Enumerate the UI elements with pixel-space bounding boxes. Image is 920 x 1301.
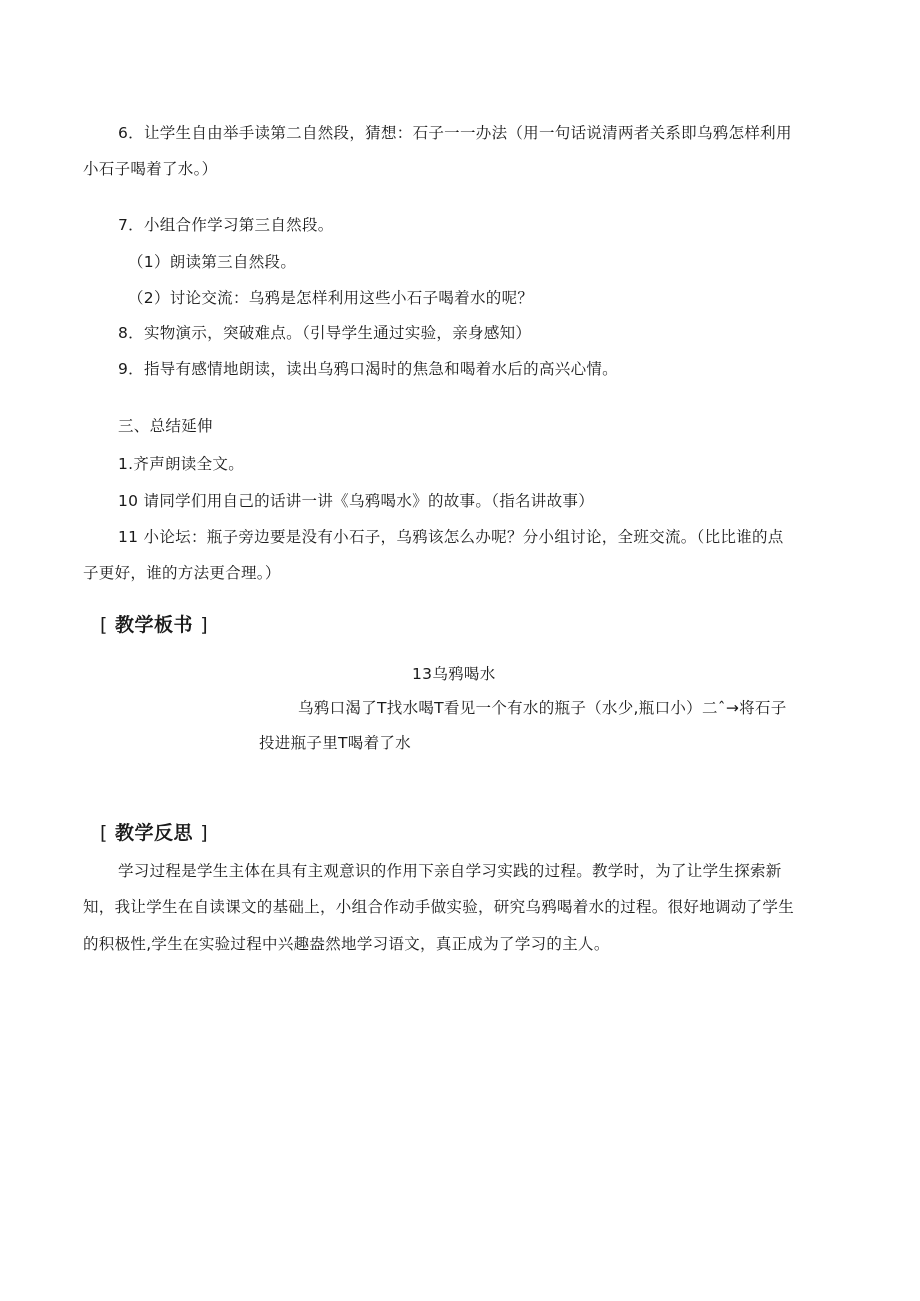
reflection-heading-text: 教学反思 [115,822,194,844]
summary-item-1: 1.齐声朗读全文。 [118,455,244,473]
summary-item-11-line-1: 11 小论坛：瓶子旁边要是没有小石子，乌鸦该怎么办呢？分小组讨论，全班交流。（比比谁的点 [118,528,784,546]
reflection-para-line-1: 学习过程是学生主体在具有主观意识的作用下亲自学习实践的过程。教学时，为了让学生探索新 [118,862,782,880]
reflection-heading [100,820,208,846]
step-6-line-2: 小石子喝着了水。） [83,160,218,178]
board-title: 13乌鸦喝水 [412,665,496,683]
board-flow-line-1: 乌鸦口渴了T找水喝T看见一个有水的瓶子（水少,瓶口小）二ˆ→将石子 [298,699,787,717]
reflection-heading-open-bracket: [ [100,822,108,844]
reflection-para-line-2: 知，我让学生在自读课文的基础上，小组合作动手做实验，研究乌鸦喝着水的过程。很好地调动了学生 [83,898,795,916]
board-heading-open-bracket: [ [100,614,108,636]
step-9: 9．指导有感情地朗读，读出乌鸦口渴时的焦急和喝着水后的高兴心情。 [118,360,618,378]
summary-title: 三、总结延伸 [118,417,213,435]
step-6-line-1: 6．让学生自由举手读第二自然段，猜想：石子一一办法（用一句话说清两者关系即乌鸦怎样利用 [118,124,792,142]
board-flow-line-2: 投进瓶子里T喝着了水 [259,734,411,752]
board-heading [100,612,208,638]
summary-item-10: 10 请同学们用自己的话讲一讲《乌鸦喝水》的故事。（指名讲故事） [118,492,595,510]
step-8: 8．实物演示，突破难点。（引导学生通过实验，亲身感知） [118,324,532,342]
step-7-sub-2: （2）讨论交流：乌鸦是怎样利用这些小石子喝着水的呢？ [128,289,534,307]
step-7: 7．小组合作学习第三自然段。 [118,216,334,234]
step-7-sub-1: （1）朗读第三自然段。 [128,253,297,271]
summary-item-11-line-2: 子更好，谁的方法更合理。） [83,564,281,582]
board-heading-close-bracket: ] [200,614,209,636]
board-heading-text: 教学板书 [115,614,194,636]
reflection-para-line-3: 的积极性,学生在实验过程中兴趣盎然地学习语文，真正成为了学习的主人。 [83,935,610,953]
reflection-heading-close-bracket: ] [200,822,209,844]
